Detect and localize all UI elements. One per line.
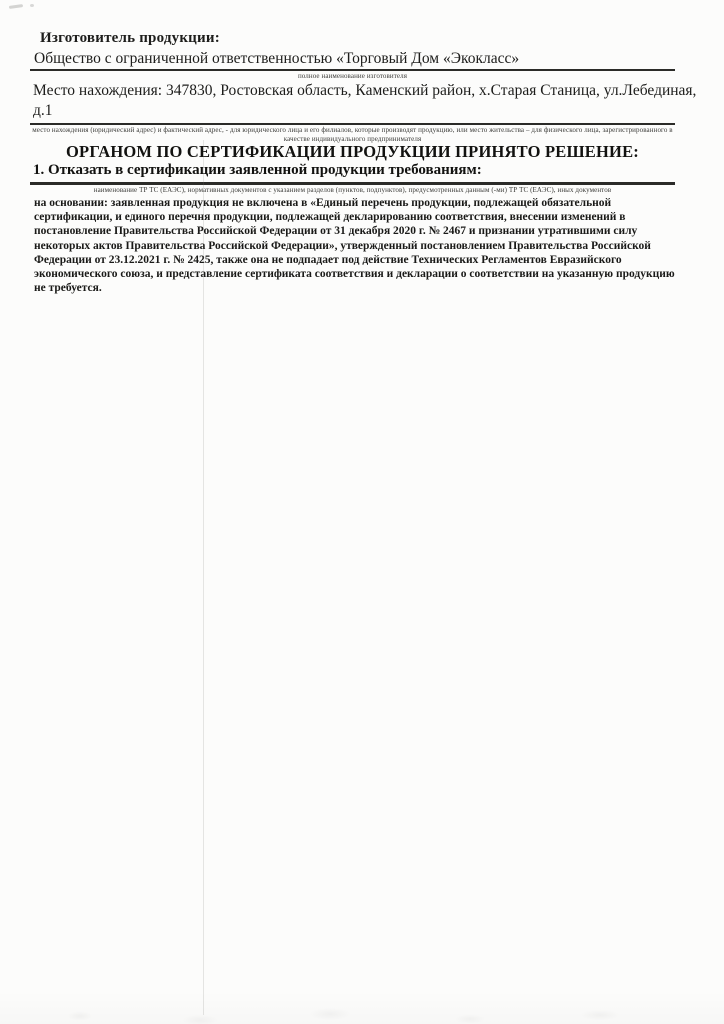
scan-artifact-speck bbox=[9, 4, 23, 9]
requirements-caption: наименование ТР ТС (ЕАЭС), нормативных документов с указанием разделов (пунктов, подпунктов), предусмотренных данным (-ми) ТР ТС (ЕАЭС), иных документов bbox=[93, 186, 612, 194]
manufacturer-name-caption: полное наименование изготовителя bbox=[297, 72, 408, 80]
manufacturer-section-label: Изготовитель продукции: bbox=[40, 30, 220, 46]
scan-artifact-vertical-line bbox=[203, 140, 204, 1015]
scan-artifact-speck bbox=[30, 4, 34, 7]
rule-divider-under-name bbox=[30, 69, 675, 71]
refusal-clause: 1. Отказать в сертификации заявленной продукции требованиям: bbox=[33, 162, 482, 178]
justification-paragraph: на основании: заявленная продукция не включена в «Единый перечень продукции, подлежащей обязательной сертификации, и единого перечня продукции, подлежащей декларированию соответствия, внесении изменений в постановление Правительства Российской Федерации от 31 декабря 2020 г. № 2467 и признании утратившими силу некоторых актов Правительства Российской Федерации», утвержденный постановлением Правительства Российской Федерации от 23.12.2021 г. № 2425, также она не подпадает под действие Технических Регламентов Евразийского экономического союза, и представление сертификата соответствия и декларации о соответствии на указанную продукцию не требуется. bbox=[34, 197, 675, 295]
manufacturer-address-caption: место нахождения (юридический адрес) и фактический адрес, - для юридического лица и его филиалов, которые производят продукцию, или место жительства – для физического лица, зарегистрированного в качестве индивидуального предпринимателя bbox=[32, 126, 673, 143]
manufacturer-name: Общество с ограниченной ответственностью «Торговый Дом «Экокласс» bbox=[34, 50, 520, 67]
scan-artifact-bottom-noise bbox=[0, 990, 724, 1024]
certification-decision-heading: ОРГАНОМ ПО СЕРТИФИКАЦИИ ПРОДУКЦИИ ПРИНЯТО РЕШЕНИЕ: bbox=[66, 142, 639, 161]
rule-divider-under-address bbox=[30, 123, 675, 125]
manufacturer-address: Место нахождения: 347830, Ростовская область, Каменский район, х.Старая Станица, ул.Лебединая, д.1 bbox=[33, 82, 697, 119]
rule-divider-under-clause bbox=[30, 182, 675, 185]
